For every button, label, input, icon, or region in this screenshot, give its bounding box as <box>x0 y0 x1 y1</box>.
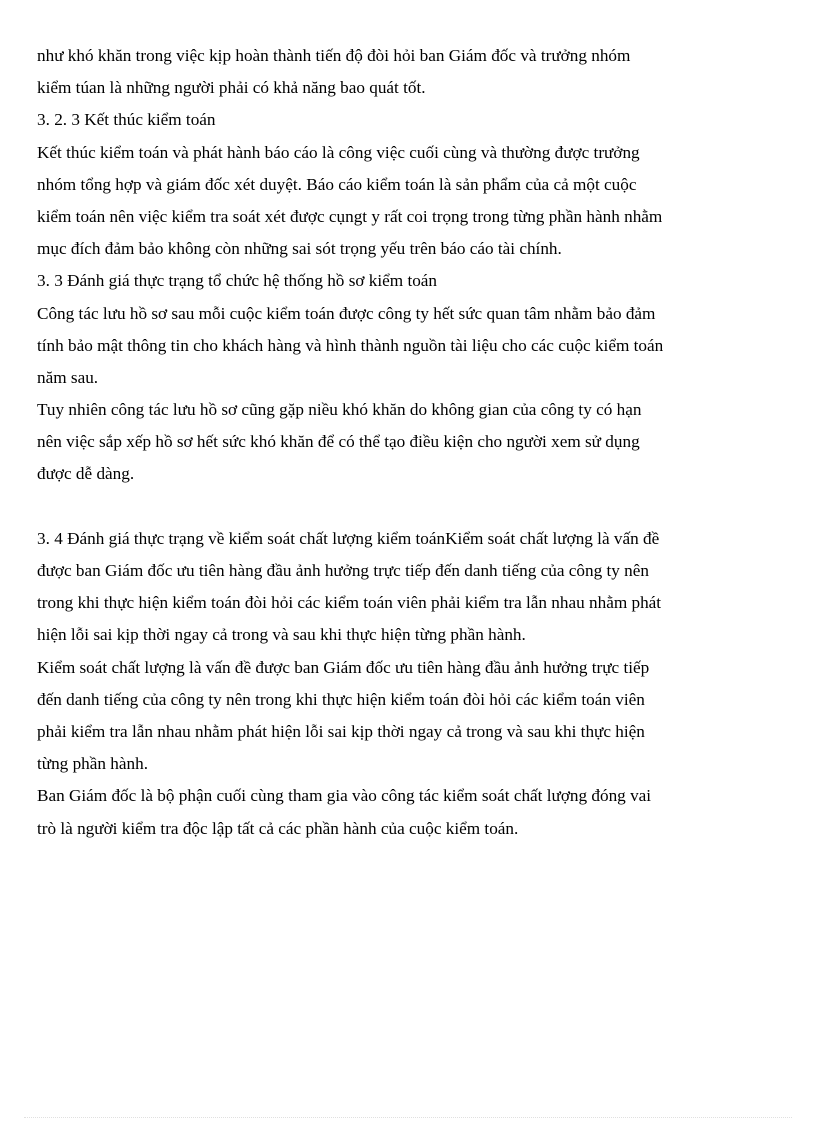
body-text-line: trò là người kiểm tra độc lập tất cả các phần hành của cuộc kiểm toán. <box>37 818 519 838</box>
body-text-line: được dễ dàng. <box>37 464 135 484</box>
body-text-line: năm sau. <box>37 367 99 387</box>
body-text-line: được ban Giám đốc ưu tiên hàng đầu ảnh hưởng trực tiếp đến danh tiếng của công ty nên <box>37 561 649 580</box>
section-heading-3-3: 3. 3 Đánh giá thực trạng tổ chức hệ thống hồ sơ kiểm toán <box>37 271 438 291</box>
body-text-line: Kiểm soát chất lượng là vấn đề được ban Giám đốc ưu tiên hàng đầu ảnh hưởng trực tiếp <box>37 657 650 677</box>
document-body <box>37 40 785 845</box>
body-text-line: hiện lỗi sai kịp thời ngay cả trong và sau khi thực hiện từng phần hành. <box>37 625 526 645</box>
blank-line <box>37 491 785 523</box>
body-text-line: tính bảo mật thông tin cho khách hàng và hình thành nguồn tài liệu cho các cuộc kiểm toán <box>37 335 664 355</box>
body-text-line: Kết thúc kiểm toán và phát hành báo cáo là công việc cuối cùng và thường được trưởng <box>37 142 640 162</box>
body-text-line: nên việc sắp xếp hồ sơ hết sức khó khăn để có thể tạo điều kiện cho người xem sử dụng <box>37 432 640 452</box>
section-heading-3-2-3: 3. 2. 3 Kết thúc kiểm toán <box>37 110 216 130</box>
body-text-line: phải kiểm tra lẫn nhau nhằm phát hiện lỗi sai kịp thời ngay cả trong và sau khi thực hiện <box>37 721 645 741</box>
body-text-line: kiểm túan là những người phải có khả năng bao quát tốt. <box>37 78 426 98</box>
page-bottom-divider <box>24 1117 792 1118</box>
body-text-line: như khó khăn trong việc kịp hoàn thành tiến độ đòi hỏi ban Giám đốc và trưởng nhóm <box>37 46 631 65</box>
body-text-line: Tuy nhiên công tác lưu hồ sơ cũng gặp niều khó khăn do không gian của công ty có hạn <box>37 400 642 420</box>
body-text-line: kiểm toán nên việc kiểm tra soát xét được cụngt y rất coi trọng trong từng phần hành nhằm <box>37 206 663 226</box>
body-text-line: từng phần hành. <box>37 754 148 774</box>
body-text-line: trong khi thực hiện kiểm toán đòi hỏi các kiểm toán viên phải kiểm tra lẫn nhau nhằm phát <box>37 593 662 613</box>
body-text-line: Ban Giám đốc là bộ phận cuối cùng tham gia vào công tác kiểm soát chất lượng đóng vai <box>37 786 652 806</box>
section-heading-3-4: 3. 4 Đánh giá thực trạng về kiểm soát chất lượng kiểm toánKiểm soát chất lượng là vấn đề <box>37 528 660 548</box>
body-text-line: mục đích đảm bảo không còn những sai sót trọng yếu trên báo cáo tài chính. <box>37 239 562 259</box>
body-text-line: đến danh tiếng của công ty nên trong khi thực hiện kiểm toán đòi hỏi các kiểm toán viên <box>37 689 645 709</box>
body-text-line: Công tác lưu hồ sơ sau mỗi cuộc kiểm toán được công ty hết sức quan tâm nhằm bảo đảm <box>37 303 656 323</box>
body-text-line: nhóm tổng hợp và giám đốc xét duyệt. Báo cáo kiểm toán là sản phẩm của cả một cuộc <box>37 174 637 194</box>
